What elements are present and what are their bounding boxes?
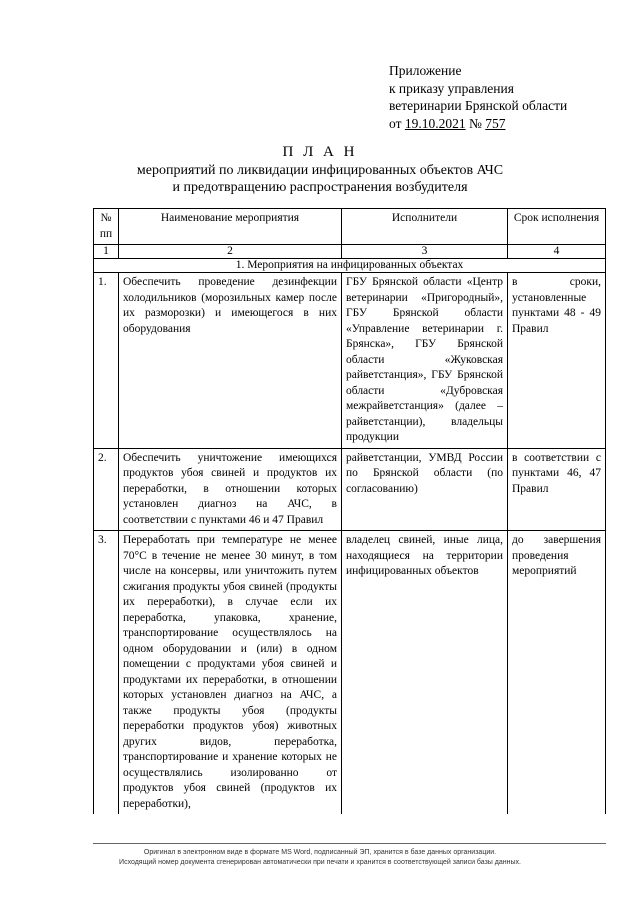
header-deadline: Срок исполнения	[508, 209, 606, 245]
row-executors: райветстанции, УМВД России по Брянской области (по согласованию)	[342, 448, 508, 531]
table-row	[94, 273, 606, 449]
from-label: от	[389, 115, 402, 131]
header-number: № пп	[94, 209, 119, 245]
footer-note-1: Оригинал в электронном виде в формате MS Word, подписанный ЭП, хранится в базе данных организации.	[143, 849, 497, 856]
table-header-row	[94, 209, 606, 245]
table-row	[94, 531, 606, 815]
order-number: 757	[485, 115, 506, 131]
section-title: 1. Мероприятия на инфицированных объектах	[94, 259, 606, 273]
row-deadline: до завершения проведения мероприятий	[508, 531, 606, 815]
table-column-numbers-row	[94, 245, 606, 259]
row-number: 2.	[94, 448, 119, 531]
row-action: Обеспечить проведение дезинфекции холодильников (морозильных камер после их разморозки) и имеющегося в них оборудования	[119, 273, 342, 449]
header-executors: Исполнители	[342, 209, 508, 245]
order-date: 19.10.2021	[404, 115, 466, 131]
row-number: 3.	[94, 531, 119, 815]
row-executors: владелец свиней, иные лица, находящиеся на территории инфицированных объектов	[342, 531, 508, 815]
column-number-3: 3	[342, 245, 508, 259]
row-executors: ГБУ Брянской области «Центр ветеринарии «Пригородный», ГБУ Брянской области «Управление ветеринарии г. Брянска», ГБУ Брянской области «Жуковская райветстанция», ГБУ Брянской области «Дубровская межрайветстанция» (далее – райветстанции), владельцы продукции	[342, 273, 508, 449]
plan-title: П Л А Н	[282, 144, 358, 160]
table-row	[94, 448, 606, 531]
row-action: Обеспечить уничтожение имеющихся продуктов убоя свиней и продуктов их переработки, в отношении которых установлен диагноз на АЧС, в соответствии с пунктами 46 и 47 Правил	[119, 448, 342, 531]
plan-subtitle	[0, 162, 640, 196]
plan-table	[93, 208, 606, 814]
appendix-block	[389, 62, 567, 132]
column-number-4: 4	[508, 245, 606, 259]
footer-divider	[93, 843, 606, 844]
row-deadline: в сроки, установленные пунктами 48 - 49 Правил	[508, 273, 606, 449]
column-number-1: 1	[94, 245, 119, 259]
appendix-line-3: ветеринарии Брянской области	[389, 98, 568, 113]
header-action: Наименование мероприятия	[119, 209, 342, 245]
footer-note-2: Исходящий номер документа сгенерирован автоматически при печати и хранится в соответствующей записи базы данных.	[119, 859, 521, 866]
row-action: Переработать при температуре не менее 70°С в течение не менее 30 минут, в том числе на консервы, или уничтожить путем сжигания продукты убоя свиней (продукты их переработки), в случае если их переработка, упаковка, хранение, транспортирование осуществлялось на одном оборудовании и (или) в одном помещении с продуктами убоя свиней и продуктами их переработки, в отношении которых установлен диагноз на АЧС, а также продукты убоя (продукты переработки продуктов убоя) животных других видов, переработка, транспортирование и хранение которых не осуществлялись изолированно от продуктов убоя свиней (продуктов их переработки),	[119, 531, 342, 815]
plan-subtitle-line-2: и предотвращению распространения возбудителя	[172, 180, 468, 195]
row-deadline: в соответствии с пунктами 46, 47 Правил	[508, 448, 606, 531]
number-sign: №	[468, 115, 482, 131]
row-number: 1.	[94, 273, 119, 449]
appendix-line-1: Приложение	[389, 63, 462, 78]
column-number-2: 2	[119, 245, 342, 259]
appendix-order-line	[389, 115, 567, 133]
section-row	[94, 259, 606, 273]
plan-subtitle-line-1: мероприятий по ликвидации инфицированных объектов АЧС	[136, 163, 504, 178]
appendix-line-2: к приказу управления	[389, 80, 514, 96]
